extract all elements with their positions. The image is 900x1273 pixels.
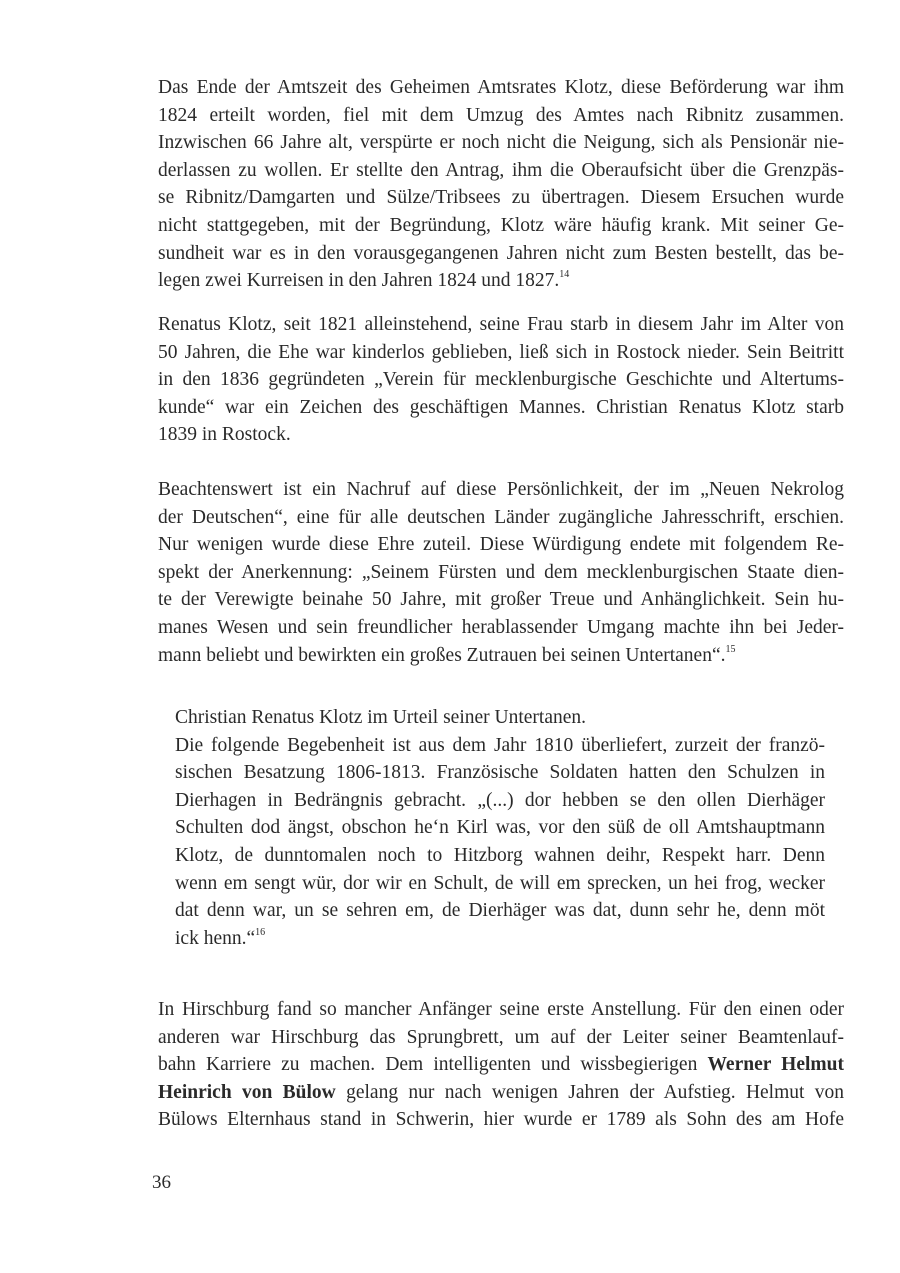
text-line: Inzwischen 66 Jahre alt, verspürte er noch nicht die Neigung, sich als Pensionär nie- bbox=[158, 132, 844, 154]
quote-line: Schulten dod ängst, obschon he‘n Kirl was, vor den süß de oll Amtshauptmann bbox=[175, 817, 825, 839]
text-line: kunde“ war ein Zeichen des geschäftigen Mannes. Christian Renatus Klotz starb bbox=[158, 396, 844, 418]
text-line-content: bahn Karriere zu machen. Dem intelligenten und wissbegierigen bbox=[158, 1054, 698, 1076]
quote-line: Die folgende Begebenheit ist aus dem Jahr 1810 überliefert, zurzeit der franzö- bbox=[175, 734, 825, 756]
text-line: 1839 in Rostock. bbox=[158, 424, 291, 446]
text-line bbox=[158, 642, 844, 670]
footnote-marker: 14 bbox=[559, 269, 570, 281]
text-line: Renatus Klotz, seit 1821 alleinstehend, seine Frau starb in diesem Jahr im Alter von bbox=[158, 314, 844, 335]
text-line: Beachtenswert ist ein Nachruf auf diese Persönlichkeit, der im „Neuen Nekrolog bbox=[158, 479, 844, 500]
text-line: Das Ende der Amtszeit des Geheimen Amtsrates Klotz, diese Beförderung war ihm bbox=[158, 77, 844, 98]
text-line bbox=[158, 1079, 844, 1107]
text-line: sundheit war es in den vorausgegangenen Jahren nicht zum Besten bestellt, das be- bbox=[158, 242, 844, 264]
text-line: in den 1836 gegründeten „Verein für mecklenburgische Geschichte und Altertums- bbox=[158, 369, 844, 391]
text-line bbox=[158, 1051, 844, 1079]
text-line: anderen war Hirschburg das Sprungbrett, um auf der Leiter seiner Beamtenlauf- bbox=[158, 1026, 844, 1048]
paragraph-2 bbox=[158, 311, 844, 449]
text-line-content: gelang nur nach wenigen Jahren der Aufstieg. Helmut von bbox=[335, 1081, 845, 1103]
text-line: 50 Jahren, die Ehe war kinderlos geblieben, ließ sich in Rostock nieder. Sein Beitritt bbox=[158, 341, 844, 363]
paragraph-1 bbox=[158, 74, 844, 295]
quote-line: dat denn war, un se sehren em, de Dierhäger was dat, dunn sehr he, denn möt bbox=[175, 900, 825, 922]
footnote-marker: 15 bbox=[725, 643, 736, 655]
text-line-content: mann beliebt und bewirkten ein großes Zutrauen bei seinen Untertanen“. bbox=[158, 644, 726, 666]
text-line: se Ribnitz/Damgarten und Sülze/Tribsees zu übertragen. Diesem Ersuchen wurde bbox=[158, 187, 844, 209]
text-line: nicht stattgegeben, mit der Begründung, Klotz wäre häufig krank. Mit seiner Ge- bbox=[158, 214, 844, 236]
quote-heading: Christian Renatus Klotz im Urteil seiner Untertanen. bbox=[175, 707, 587, 728]
paragraph-3 bbox=[158, 476, 844, 669]
text-line bbox=[158, 267, 844, 295]
quote-block bbox=[175, 704, 825, 952]
person-name-bold: Heinrich von Bülow bbox=[158, 1081, 336, 1103]
text-line: spekt der Anerkennung: „Seinem Fürsten und dem mecklenburgischen Staate dien- bbox=[158, 561, 844, 583]
text-line: Nur wenigen wurde diese Ehre zuteil. Diese Würdigung endete mit folgendem Re- bbox=[158, 534, 844, 556]
text-line: Bülows Elternhaus stand in Schwerin, hier wurde er 1789 als Sohn des am Hofe bbox=[158, 1109, 844, 1131]
quote-line-content: ick henn.“ bbox=[175, 927, 256, 949]
text-line: manes Wesen und sein freundlicher herablassender Umgang machte ihn bei Jeder- bbox=[158, 616, 844, 638]
person-name-bold: Werner Helmut bbox=[707, 1054, 844, 1076]
paragraph-4 bbox=[158, 996, 844, 1134]
quote-line: Klotz, de dunntomalen noch to Hitzborg wahnen deihr, Respekt harr. Denn bbox=[175, 844, 825, 866]
footnote-marker: 16 bbox=[255, 926, 266, 938]
text-line: derlassen zu wollen. Er stellte den Antrag, ihm die Oberaufsicht über die Grenzpäs- bbox=[158, 159, 844, 181]
page-number: 36 bbox=[152, 1172, 171, 1193]
text-line-content: legen zwei Kurreisen in den Jahren 1824 und 1827. bbox=[158, 270, 560, 292]
quote-line bbox=[175, 925, 825, 953]
text-line: 1824 erteilt worden, fiel mit dem Umzug des Amtes nach Ribnitz zusammen. bbox=[158, 104, 844, 126]
quote-line: sischen Besatzung 1806-1813. Französische Soldaten hatten den Schulzen in bbox=[175, 762, 825, 784]
text-line: In Hirschburg fand so mancher Anfänger seine erste Anstellung. Für den einen oder bbox=[158, 999, 844, 1020]
quote-line: Dierhagen in Bedrängnis gebracht. „(...) dor hebben se den ollen Dierhäger bbox=[175, 789, 825, 811]
text-line: te der Verewigte beinahe 50 Jahre, mit großer Treue und Anhänglichkeit. Sein hu- bbox=[158, 589, 844, 611]
quote-line: wenn em sengt wür, dor wir en Schult, de will em sprecken, un hei frog, wecker bbox=[175, 872, 825, 894]
text-line: der Deutschen“, eine für alle deutschen Länder zugängliche Jahresschrift, erschien. bbox=[158, 506, 844, 528]
